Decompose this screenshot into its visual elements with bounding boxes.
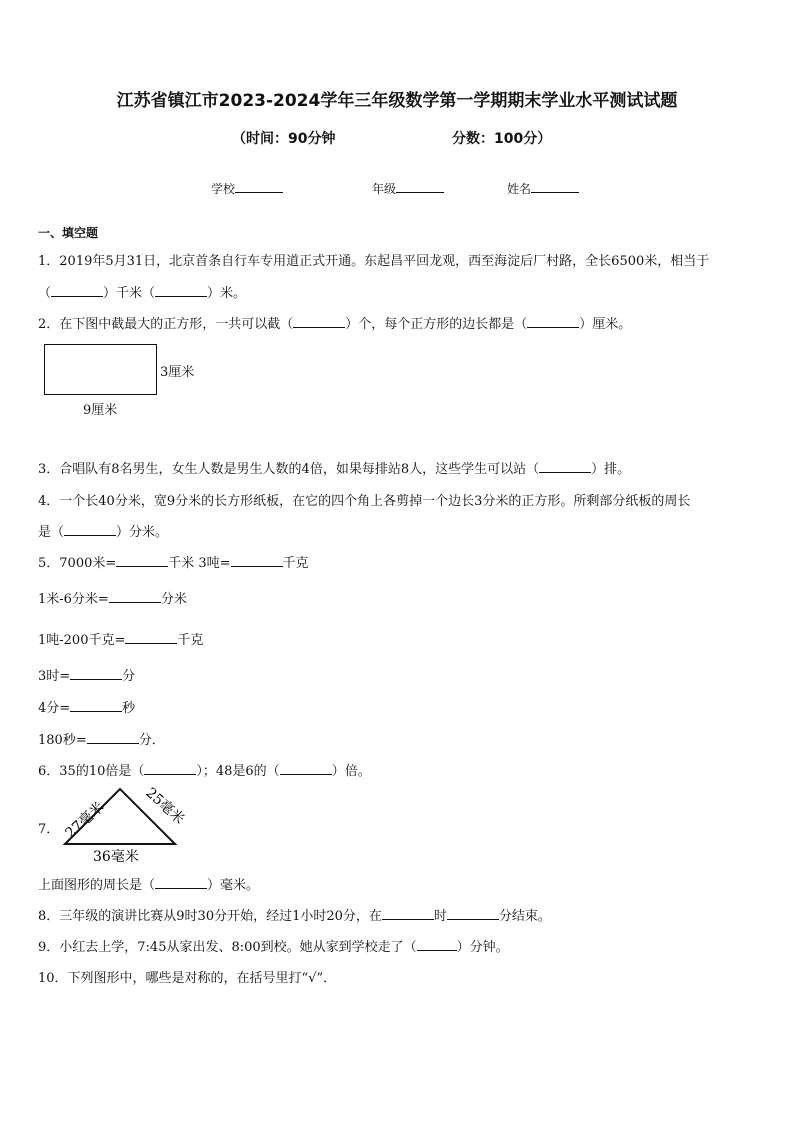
q8-text-c: 分结束。 [498, 909, 551, 924]
q6-line [38, 760, 371, 779]
q7-text-a: 上面图形的周长是（ [38, 878, 156, 893]
q4-blank[interactable] [64, 523, 116, 536]
q5-line-c [38, 629, 203, 648]
q1-text-a: （ [38, 286, 52, 301]
q1-blank-2[interactable] [155, 284, 207, 297]
q5-line-f [38, 729, 165, 748]
q7-right-side-label: 25毫米 [142, 785, 188, 828]
q10-line: 10．下列图形中，哪些是对称的，在括号里打“√”． [38, 971, 337, 986]
name-field [507, 180, 579, 197]
q3-line [38, 458, 630, 477]
q8-text-b: 时 [433, 909, 447, 924]
q5-d2: 分 [122, 669, 136, 684]
school-label: 学校 [211, 182, 236, 196]
q3-text-b: ）排。 [591, 462, 631, 477]
q5-b2: 分米 [160, 592, 187, 607]
q6-blank-2[interactable] [280, 762, 332, 775]
q2-line [38, 313, 631, 332]
q5-blank-d[interactable] [70, 667, 122, 680]
q5-blank-f[interactable] [87, 731, 139, 744]
q5-a1: 5．7000米= [38, 556, 117, 571]
q3-blank[interactable] [539, 460, 591, 473]
q5-line-e [38, 697, 135, 716]
q4-line1: 4．一个长40分米，宽9分米的长方形纸板，在它的四个角上各剪掉一个边长3分米的正方形。所剩部分纸板的周长 [38, 494, 691, 509]
q7-text-b: ）毫米。 [207, 878, 260, 893]
q2-text-c: ）厘米。 [579, 317, 632, 332]
q6-blank-1[interactable] [144, 762, 196, 775]
q5-f2: 分． [138, 733, 165, 748]
q1-text-b: ）千米（ [103, 286, 156, 301]
q5-a3: 千克 [282, 556, 309, 571]
page-title: 江苏省镇江市2023-2024学年三年级数学第一学期期末学业水平测试试题 [116, 91, 678, 111]
q1-text-c: ）米。 [207, 286, 247, 301]
name-blank[interactable] [531, 180, 579, 193]
q2-width-label: 9厘米 [83, 403, 118, 418]
school-field [211, 180, 283, 197]
grade-label: 年级 [372, 182, 397, 196]
q5-a2: 千米 3吨= [168, 556, 231, 571]
q8-text-a: 8．三年级的演讲比赛从9时30分开始，经过1小时20分，在 [38, 909, 382, 924]
q3-text-a: 3．合唱队有8名男生，女生人数是男生人数的4倍，如果每排站8人，这些学生可以站（ [38, 462, 540, 477]
q6-text-a: 6．35的10倍是（ [38, 764, 145, 779]
q5-blank-e[interactable] [70, 699, 122, 712]
q4-text-a: 是（ [38, 525, 65, 540]
q5-f1: 180秒= [38, 733, 87, 748]
q1-blank-1[interactable] [51, 284, 103, 297]
name-label: 姓名 [507, 182, 532, 196]
q4-line2 [38, 521, 168, 540]
grade-blank[interactable] [396, 180, 444, 193]
q5-line-b [38, 588, 187, 607]
q2-rectangle-figure [44, 344, 157, 395]
q9-blank[interactable] [417, 938, 457, 951]
q5-blank-a1[interactable] [116, 554, 168, 567]
q5-d1: 3时= [38, 669, 71, 684]
q8-blank-1[interactable] [382, 907, 434, 920]
q9-line [38, 936, 509, 955]
q1-line2 [38, 282, 246, 301]
q5-blank-a2[interactable] [231, 554, 283, 567]
q7-base-label: 36毫米 [93, 849, 139, 865]
q5-c1: 1吨-200千克= [38, 633, 126, 648]
grade-field [372, 180, 444, 197]
q2-text-a: 2．在下图中截最大的正方形，一共可以截（ [38, 317, 294, 332]
q7-left-side-label: 27毫米 [62, 799, 108, 842]
school-blank[interactable] [235, 180, 283, 193]
q7-line [38, 874, 259, 893]
q6-text-b: ）；48是6的（ [196, 764, 280, 779]
q5-blank-b[interactable] [109, 590, 161, 603]
q6-text-c: ）倍。 [331, 764, 371, 779]
section-fill-blank-title: 一、填空题 [38, 226, 99, 240]
q5-e2: 秒 [122, 701, 136, 716]
q7-number: 7． [38, 822, 60, 837]
score-info: 分数：100分） [452, 131, 552, 147]
q5-c2: 千克 [177, 633, 204, 648]
q5-line-a [38, 552, 309, 571]
q2-height-label: 3厘米 [160, 365, 195, 380]
q5-line-d [38, 665, 135, 684]
q2-blank-1[interactable] [293, 315, 345, 328]
q8-line [38, 905, 551, 924]
q5-b1: 1米-6分米= [38, 592, 109, 607]
q2-blank-2[interactable] [527, 315, 579, 328]
q7-triangle-figure [56, 784, 196, 866]
q8-blank-2[interactable] [447, 907, 499, 920]
q5-blank-c[interactable] [125, 631, 177, 644]
q4-text-b: ）分米。 [116, 525, 169, 540]
q1-line1: 1．2019年5月31日，北京首条自行车专用道正式开通。东起昌平回龙观，西至海淀后厂村路，全长6500米，相当于 [38, 254, 710, 269]
q9-text-b: ）分钟。 [456, 940, 509, 955]
q5-e1: 4分= [38, 701, 71, 716]
q2-text-b: ）个，每个正方形的边长都是（ [345, 317, 528, 332]
time-info: （时间：90分钟 [232, 131, 336, 147]
q7-blank[interactable] [155, 876, 207, 889]
q9-text-a: 9．小红去上学，7:45从家出发、8:00到校。她从家到学校走了（ [38, 940, 417, 955]
